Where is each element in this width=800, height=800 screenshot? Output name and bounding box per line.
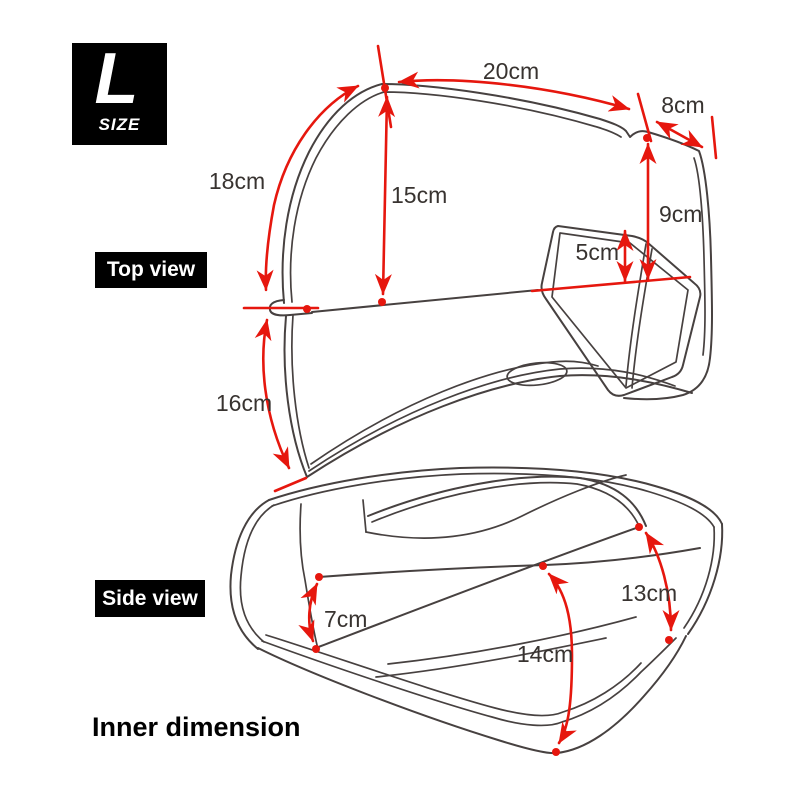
- guard-lower-left-edge-inner: [292, 315, 309, 468]
- dim-top-edge-width-20cm: [378, 46, 629, 127]
- dim-rear-height-9cm: [643, 134, 702, 279]
- dim-arrow: [309, 584, 317, 641]
- dim-label: 16cm: [215, 390, 273, 416]
- dim-center-inner-depth-14cm: [517, 562, 573, 756]
- dim-point: [303, 305, 311, 313]
- dim-label: 9cm: [659, 201, 703, 227]
- scoop-hump: [368, 477, 646, 526]
- dim-label: 8cm: [661, 92, 705, 118]
- panel-line: [366, 475, 626, 538]
- dim-label: 20cm: [482, 58, 540, 84]
- body-bottom-inner: [266, 635, 641, 715]
- guard-mid-line: [312, 290, 538, 312]
- guard-right-edge-inner: [694, 158, 705, 355]
- body-right-edge: [688, 524, 722, 634]
- guard-outline-inner: [291, 92, 621, 302]
- dim-point: [643, 134, 651, 142]
- side-view-drawing: [230, 468, 722, 754]
- dim-front-opening-7cm: [309, 573, 367, 653]
- side-view-label: Side view: [95, 580, 205, 617]
- scoop-hump-inner: [372, 483, 640, 528]
- body-right-edge-inner: [684, 527, 714, 628]
- dim-label: 5cm: [575, 239, 619, 265]
- dim-point: [378, 298, 386, 306]
- dim-point: [312, 645, 320, 653]
- size-badge: [72, 39, 167, 145]
- dim-point: [635, 523, 643, 531]
- panel-line: [363, 500, 366, 532]
- size-word: SIZE: [98, 115, 141, 134]
- dim-tick: [638, 94, 651, 141]
- bracket-ridge: [626, 244, 646, 386]
- dim-point: [315, 573, 323, 581]
- dim-point: [381, 84, 389, 92]
- dim-arrow: [383, 97, 387, 294]
- dim-tick: [712, 117, 716, 158]
- dim-rear-opening-13cm: [621, 523, 677, 644]
- dim-baseline: [532, 277, 690, 291]
- inner-dimension-title: Inner dimension: [92, 712, 301, 742]
- body-bottom-inner: [262, 638, 676, 725]
- dim-label: 18cm: [208, 168, 266, 194]
- top-view-label: Top view: [95, 252, 207, 288]
- guard-sweep-line: [309, 368, 675, 471]
- dim-label: 15cm: [391, 182, 448, 208]
- opening-top-line: [319, 548, 700, 577]
- dim-label: 13cm: [620, 580, 678, 606]
- dim-point: [552, 748, 560, 756]
- dim-label: 7cm: [324, 606, 368, 632]
- dim-tick: [275, 478, 306, 491]
- guard-lower-left-edge: [285, 316, 307, 477]
- dim-label: 14cm: [516, 641, 574, 667]
- size-letter: L: [94, 39, 139, 119]
- dim-point: [539, 562, 547, 570]
- body-top-edge: [269, 468, 722, 524]
- dim-point: [665, 636, 673, 644]
- bracket-outline: [542, 226, 701, 396]
- dim-arrow: [266, 86, 358, 290]
- bracket-inner-outline: [552, 233, 688, 388]
- dim-rear-end-width-8cm: [638, 92, 716, 158]
